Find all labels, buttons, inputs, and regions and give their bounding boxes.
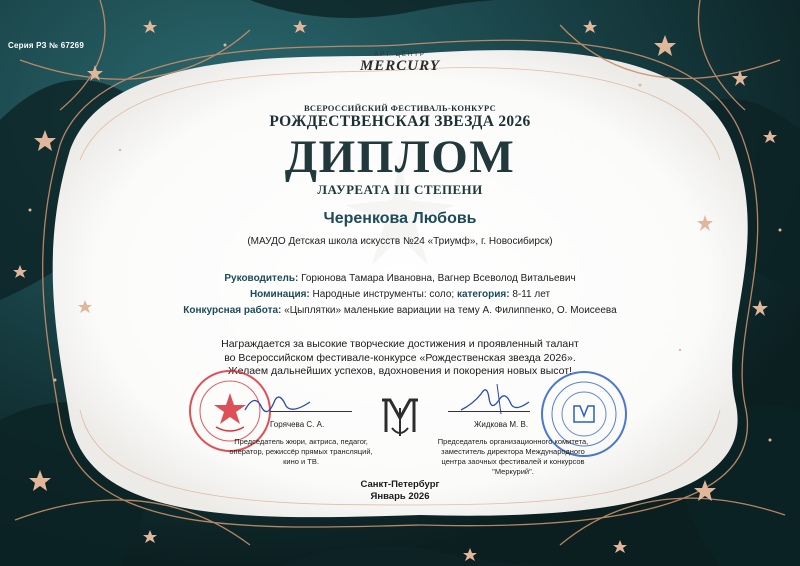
- festival-line: ВСЕРОССИЙСКИЙ ФЕСТИВАЛЬ-КОНКУРС: [303, 103, 497, 113]
- left-signature: [240, 390, 320, 420]
- leaders-line: [0, 273, 800, 284]
- award-line-2: во Всероссийском фестивале-конкурсе «Рождественская звезда 2026».: [224, 351, 576, 364]
- left-signer-title: [196, 437, 406, 467]
- category-value: 8-11 лет: [512, 289, 551, 300]
- left-signature-line: [270, 411, 352, 412]
- right-title-line-4: "Меркурий".: [492, 467, 534, 476]
- serial-number: Серия РЗ № 67269: [8, 41, 84, 50]
- footer-city: Санкт-Петербург: [360, 479, 440, 490]
- diploma-title: ДИПЛОМ: [284, 131, 516, 183]
- left-title-line-1: Председатель жюри, актриса, педагог,: [234, 437, 368, 446]
- footer: [0, 479, 800, 503]
- right-signature-line: [448, 411, 530, 412]
- left-title-line-2: оператор, режиссёр прямых трансляций,: [229, 447, 373, 456]
- festival-name: РОЖДЕСТВЕНСКАЯ ЗВЕЗДА 2026: [269, 113, 531, 130]
- left-title-line-3: кино и ТВ.: [283, 457, 319, 466]
- right-signer-name: Жидкова М. В.: [474, 420, 529, 429]
- nomination-line: [0, 289, 800, 300]
- right-signer-title: [398, 437, 628, 477]
- work-label: Конкурсная работа:: [183, 305, 282, 316]
- right-signature: [455, 380, 535, 420]
- recipient-name: Черенкова Любовь: [323, 210, 477, 227]
- leaders-label: Руководитель:: [224, 273, 299, 284]
- diploma-degree: ЛАУРЕАТА III СТЕПЕНИ: [317, 182, 483, 197]
- recipient-school: (МАУДО Детская школа искусств №24 «Триумф», г. Новосибирск): [247, 236, 553, 247]
- award-line-3: Желаем дальнейших успехов, вдохновения и покорения новых высот!: [228, 365, 572, 377]
- left-signer-name: Горячева С. А.: [270, 420, 325, 429]
- right-title-line-2: заместитель директора Международного: [441, 447, 585, 456]
- right-title-line-3: центра заочных фестивалей и конкурсов: [441, 457, 585, 466]
- right-title-line-1: Председатель организационного комитета,: [437, 437, 589, 446]
- mercury-monogram: [376, 392, 424, 440]
- logo-subtitle: АРТ-ЦЕНТР: [374, 52, 426, 58]
- category-label: категория:: [456, 289, 510, 300]
- footer-date: Январь 2026: [370, 491, 430, 502]
- work-line: [0, 305, 800, 316]
- award-line-1: Награждается за высокие творческие достижения и проявленный талант: [221, 338, 579, 350]
- nomination-label: Номинация:: [249, 289, 310, 300]
- work-value: «Цыплятки» маленькие вариации на тему А. Филиппенко, О. Моисеева: [284, 305, 617, 316]
- logo-name: MERCURY: [359, 58, 441, 74]
- award-text: [0, 338, 800, 379]
- leaders-value: Горюнова Тамара Ивановна, Вагнер Всеволод Витальевич: [301, 273, 576, 284]
- nomination-value: Народные инструменты: соло;: [312, 289, 455, 300]
